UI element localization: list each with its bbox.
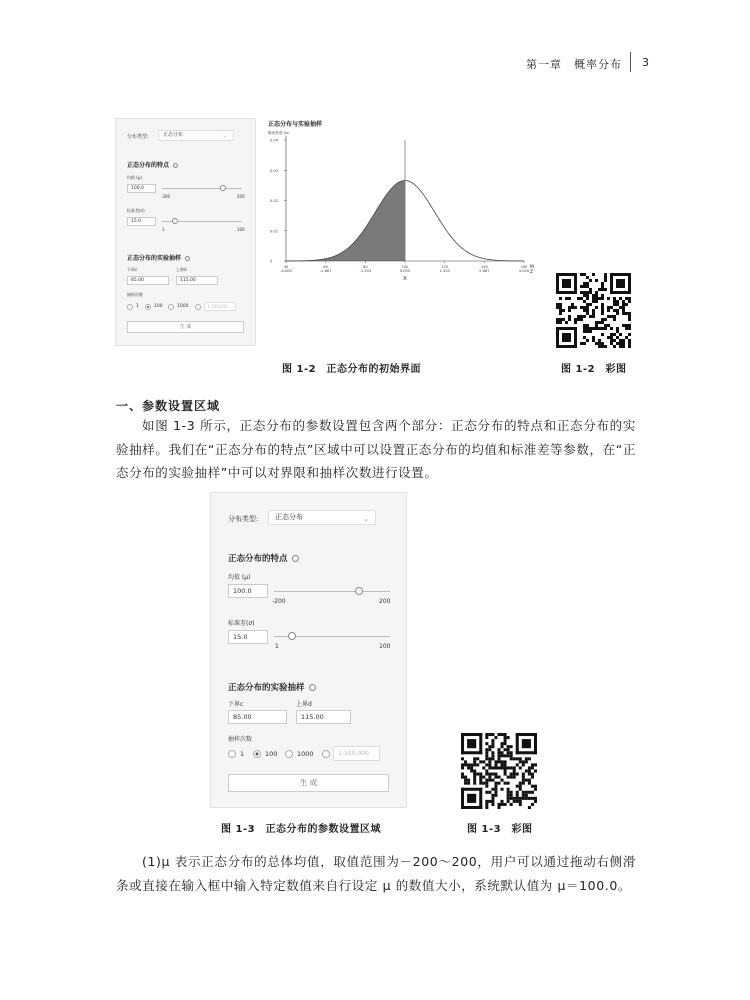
z-axis-letter: Z [530, 270, 534, 275]
upper-bound-input[interactable]: 115.00 [296, 710, 351, 724]
count-label: 抽样次数 [127, 292, 143, 297]
sd-max: 100 [379, 643, 391, 650]
radio-100[interactable] [253, 750, 261, 758]
section-heading: 一、参数设置区域 [116, 399, 221, 413]
figure-color-caption: 图 1-3 彩图 [467, 824, 533, 835]
z-tick-label: -4.000 [280, 269, 292, 273]
dist-type-value: 正态分布 [275, 513, 303, 521]
radio-100[interactable] [145, 304, 151, 310]
generate-button[interactable]: 生 成 [127, 321, 244, 333]
radio-custom[interactable] [322, 750, 330, 758]
mean-label: 均值 (μ) [228, 574, 251, 581]
small-settings-panel [115, 118, 256, 346]
dist-type-select[interactable] [158, 130, 234, 141]
chevron-down-icon: ⌄ [363, 515, 369, 523]
mean-max: 200 [237, 194, 245, 199]
y-axis-label: 概率密度 f(x) [268, 131, 290, 135]
chevron-down-icon: ⌄ [222, 133, 227, 139]
shaded-area [286, 181, 405, 261]
y-tick-label: 0 [270, 259, 273, 264]
y-tick-label: 0.02 [270, 199, 279, 203]
sd-slider-handle[interactable] [288, 632, 296, 640]
z-tick-label: -1.333 [359, 269, 372, 273]
radio-1000[interactable] [168, 304, 174, 310]
lower-bound-input[interactable]: 85.00 [127, 276, 169, 285]
lower-label: 下界c [228, 701, 244, 708]
count-label: 抽样次数 [228, 736, 253, 743]
x-tick-label: 160 [520, 265, 528, 269]
dist-type-value: 正态分布 [163, 132, 184, 138]
option-100-label: 100 [154, 304, 163, 309]
x-tick-label: 60 [323, 265, 328, 269]
mean-min: -200 [272, 598, 286, 605]
x-tick-label: 40 [283, 265, 289, 269]
x-axis-label: X [403, 276, 407, 282]
sd-min: 1 [275, 643, 279, 650]
option-1-label: 1 [136, 304, 139, 309]
page-number: 3 [642, 56, 649, 69]
mean-max: 200 [379, 598, 391, 605]
chart-title: 正态分布与实验抽样 [268, 121, 323, 128]
option-1000-label: 1000 [297, 750, 314, 758]
mean-slider-track[interactable] [274, 591, 390, 592]
mean-slider-track[interactable] [162, 188, 242, 189]
generate-button[interactable]: 生 成 [228, 774, 389, 792]
features-title: 正态分布的特点 [228, 552, 299, 564]
custom-count-input[interactable]: 1-100,000 [333, 746, 380, 761]
z-tick-label: 4.000 [518, 269, 530, 273]
radio-1000[interactable] [285, 750, 293, 758]
sd-max: 100 [237, 227, 245, 232]
z-tick-label: 0.000 [399, 269, 411, 273]
sd-input[interactable]: 15.0 [127, 217, 156, 226]
features-title: 正态分布的特点 [127, 160, 178, 169]
x-tick-label: 120 [441, 265, 449, 269]
z-tick-label: 1.333 [439, 269, 450, 273]
info-icon[interactable] [309, 684, 316, 691]
custom-count-input[interactable]: 1-100,000 [204, 302, 236, 311]
y-tick-label: 0.03 [270, 168, 279, 173]
sd-min: 1 [162, 227, 165, 232]
x-tick-label: 100 [401, 265, 409, 269]
qr-code [556, 273, 631, 348]
upper-label: 上界d [176, 267, 187, 272]
dist-type-label: 分布类型: [228, 515, 259, 523]
figure-caption: 图 1-3 正态分布的参数设置区域 [221, 824, 382, 835]
x-tick-label: 80 [363, 265, 368, 269]
normal-distribution-chart [262, 118, 540, 318]
radio-custom[interactable] [195, 304, 201, 310]
chart-svg [262, 118, 540, 318]
option-1000-label: 1000 [177, 304, 189, 309]
sd-input[interactable]: 15.0 [228, 630, 268, 644]
mean-input[interactable]: 100.0 [127, 184, 156, 193]
z-tick-label: 2.667 [479, 269, 490, 273]
mean-label: 均值 (μ) [127, 175, 142, 180]
qr-code [461, 733, 537, 809]
radio-1[interactable] [228, 750, 236, 758]
x-axis-letter: M [530, 265, 534, 270]
sd-label: 标准差(σ) [127, 208, 145, 213]
info-icon[interactable] [292, 555, 299, 562]
radio-1[interactable] [127, 304, 133, 310]
figure-color-caption: 图 1-2 彩图 [561, 364, 627, 375]
option-100-label: 100 [265, 750, 278, 758]
info-icon[interactable] [185, 256, 190, 261]
info-icon[interactable] [173, 163, 178, 168]
mean-slider-handle[interactable] [220, 185, 226, 191]
lower-bound-input[interactable]: 85.00 [228, 710, 287, 724]
sampling-title: 正态分布的实验抽样 [228, 681, 316, 693]
x-tick-label: 140 [480, 265, 488, 269]
mean-min: -200 [161, 194, 171, 199]
dist-type-label: 分布类型: [127, 134, 149, 140]
y-tick-label: 0.04 [270, 138, 279, 143]
running-header: 第一章 概率分布 [526, 58, 622, 71]
y-tick-label: 0.01 [270, 229, 279, 234]
body-paragraph: (1)μ 表示正态分布的总体均值，取值范围为－200～200，用户可以通过拖动右侧滑条或直接在输入框中输入特定数值来自行设定 μ 的数值大小，系统默认值为 μ＝100.0。 [116, 854, 636, 893]
mean-slider-handle[interactable] [355, 587, 363, 595]
upper-bound-input[interactable]: 115.00 [176, 276, 218, 285]
body-paragraph: 如图 1-3 所示，正态分布的参数设置包含两个部分：正态分布的特点和正态分布的实验抽样。我们在“正态分布的特点”区域中可以设置正态分布的均值和标准差等参数，在“正态分布的实验抽样”中可以对界限和抽样次数进行设置。 [116, 418, 636, 480]
sd-slider-handle[interactable] [172, 218, 178, 224]
option-1-label: 1 [240, 750, 245, 758]
mean-input[interactable]: 100.0 [228, 584, 268, 598]
settings-panel [210, 492, 407, 808]
z-tick-label: -2.667 [319, 269, 332, 273]
sampling-title: 正态分布的实验抽样 [127, 253, 190, 262]
dist-type-select[interactable] [268, 510, 376, 525]
header-divider [630, 52, 631, 72]
sd-label: 标准差(σ) [228, 620, 255, 627]
lower-label: 下界c [127, 267, 138, 272]
upper-label: 上界d [296, 701, 312, 708]
figure-caption: 图 1-2 正态分布的初始界面 [282, 364, 422, 375]
